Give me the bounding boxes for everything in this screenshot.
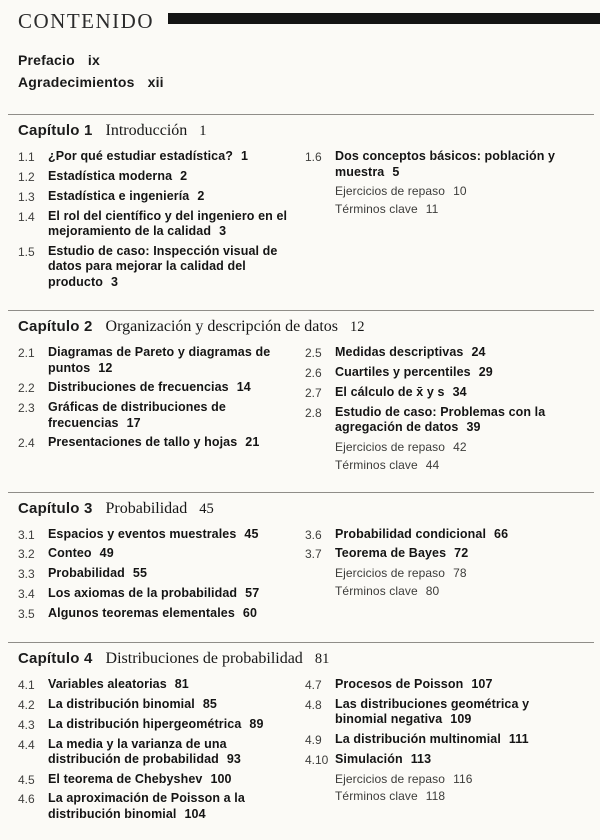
entry-page-number: 42 bbox=[453, 439, 467, 454]
toc-column-right bbox=[305, 345, 580, 475]
entry-number: 4.2 bbox=[18, 697, 35, 712]
toc-entry bbox=[305, 458, 580, 473]
entry-number: 1.4 bbox=[18, 209, 35, 224]
toc-entry bbox=[305, 772, 580, 787]
entry-page-number: 3 bbox=[219, 224, 227, 239]
toc-column-left bbox=[18, 345, 293, 475]
entry-text bbox=[48, 149, 248, 165]
entry-page-number: 113 bbox=[410, 751, 432, 766]
entry-text bbox=[48, 400, 293, 431]
toc-entry bbox=[18, 400, 293, 431]
entry-page-number: 100 bbox=[210, 771, 232, 786]
entry-number: 3.5 bbox=[18, 607, 35, 621]
entry-text bbox=[48, 586, 259, 602]
front-matter-item bbox=[18, 52, 580, 68]
toc-entry bbox=[305, 345, 580, 361]
entry-number: 2.5 bbox=[305, 346, 322, 361]
entry-text bbox=[48, 380, 251, 396]
entry-label: Distribuciones de frecuencias bbox=[48, 380, 229, 395]
entry-page-number: 11 bbox=[425, 201, 439, 216]
entry-page-number: 14 bbox=[236, 380, 251, 395]
entry-label: Teorema de Bayes bbox=[335, 546, 447, 561]
entry-page-number: 21 bbox=[245, 435, 260, 449]
entry-number bbox=[305, 789, 335, 804]
chapter-number: Capítulo 1 bbox=[18, 122, 93, 139]
entry-label: Cuartiles y percentiles bbox=[335, 365, 471, 379]
toc-entry bbox=[305, 527, 580, 543]
entry-text bbox=[48, 606, 257, 622]
entry-number: 4.6 bbox=[18, 792, 35, 807]
masthead bbox=[18, 10, 580, 32]
toc-entry bbox=[18, 566, 293, 582]
entry-page-number: 107 bbox=[471, 676, 493, 691]
entry-text bbox=[48, 345, 293, 376]
entry-text bbox=[335, 202, 438, 217]
entry-text bbox=[335, 440, 467, 455]
entry-label: La aproximación de Poisson a la distribución binomial bbox=[48, 791, 245, 821]
front-matter-label: Prefacio bbox=[18, 52, 75, 68]
entry-number: 3.3 bbox=[18, 567, 35, 582]
chapter-number: Capítulo 2 bbox=[18, 318, 93, 336]
entry-text bbox=[335, 345, 486, 361]
entry-page-number: 12 bbox=[98, 360, 113, 375]
entry-number: 3.2 bbox=[18, 547, 35, 562]
entry-label: Estudio de caso: Problemas con la agregación de datos bbox=[335, 404, 546, 435]
chapter-title: Organización y descripción de datos bbox=[105, 318, 339, 336]
toc-entry bbox=[305, 405, 580, 436]
entry-label: Términos clave bbox=[335, 457, 418, 472]
entry-label: Presentaciones de tallo y hojas bbox=[48, 435, 238, 449]
entry-label: Las distribuciones geométrica y binomial negativa bbox=[335, 696, 530, 727]
entry-number: 3.4 bbox=[18, 587, 35, 602]
chapter-divider bbox=[8, 492, 594, 493]
entry-page-number: 78 bbox=[453, 566, 467, 581]
entry-label: Términos clave bbox=[335, 584, 418, 599]
entry-number: 4.3 bbox=[18, 717, 35, 732]
toc-column-right bbox=[305, 527, 580, 626]
toc-entry bbox=[18, 189, 293, 205]
entry-page-number: 34 bbox=[452, 384, 467, 399]
entry-page-number: 45 bbox=[244, 526, 259, 541]
entry-label: Términos clave bbox=[335, 201, 418, 216]
entry-text bbox=[48, 435, 259, 451]
toc-entry bbox=[18, 791, 293, 822]
entry-page-number: 39 bbox=[466, 420, 481, 435]
entry-text bbox=[48, 244, 293, 291]
entry-number: 2.4 bbox=[18, 436, 35, 450]
entry-label: Estudio de caso: Inspección visual de datos para mejorar la calidad del producto bbox=[48, 243, 278, 289]
entry-label: Conteo bbox=[48, 546, 92, 561]
entry-text bbox=[335, 385, 467, 401]
entry-text bbox=[335, 184, 467, 199]
toc-column-left bbox=[18, 677, 293, 827]
entry-page-number: 2 bbox=[197, 188, 205, 203]
entry-number: 2.2 bbox=[18, 381, 35, 396]
entry-page-number: 5 bbox=[392, 164, 400, 179]
toc-entry bbox=[305, 732, 580, 748]
chapter-title: Introducción bbox=[105, 122, 188, 139]
toc-entry bbox=[305, 584, 580, 599]
entry-number: 3.7 bbox=[305, 547, 322, 562]
entry-label: Variables aleatorias bbox=[48, 676, 167, 691]
chapter-divider bbox=[8, 310, 594, 311]
front-matter-label: Agradecimientos bbox=[18, 74, 135, 90]
entry-page-number: 80 bbox=[425, 584, 440, 599]
entry-label: Ejercicios de repaso bbox=[335, 771, 446, 786]
toc-entry bbox=[18, 435, 293, 451]
entry-label: Términos clave bbox=[335, 789, 418, 804]
entry-label: Estadística e ingeniería bbox=[48, 188, 190, 203]
toc-entry bbox=[305, 546, 580, 562]
entry-text bbox=[48, 697, 217, 713]
entry-label: Simulación bbox=[335, 751, 403, 766]
entry-text bbox=[335, 697, 580, 728]
entry-text bbox=[335, 365, 493, 381]
entry-page-number: 118 bbox=[425, 789, 446, 804]
toc-entry bbox=[305, 752, 580, 768]
toc-entry bbox=[305, 184, 580, 199]
entry-page-number: 93 bbox=[226, 752, 241, 766]
chapter-section bbox=[18, 310, 580, 475]
entry-page-number: 104 bbox=[184, 806, 206, 821]
toc-entry bbox=[18, 697, 293, 713]
chapter-heading bbox=[18, 500, 580, 518]
entry-number: 3.1 bbox=[18, 527, 35, 542]
entry-page-number: 3 bbox=[110, 274, 119, 289]
entry-text bbox=[48, 772, 232, 788]
entry-label: Probabilidad bbox=[48, 566, 125, 581]
entry-text bbox=[48, 717, 264, 733]
toc-entry bbox=[305, 566, 580, 581]
entry-page-number: 57 bbox=[245, 586, 260, 601]
entry-number: 1.2 bbox=[18, 169, 35, 184]
entry-page-number: 49 bbox=[99, 546, 114, 561]
entry-page-number: 1 bbox=[241, 149, 249, 163]
entry-text bbox=[48, 737, 293, 768]
entry-number bbox=[305, 566, 335, 581]
chapter-number: Capítulo 3 bbox=[18, 499, 93, 517]
entry-page-number: 85 bbox=[202, 696, 217, 711]
entry-label: ¿Por qué estudiar estadística? bbox=[48, 149, 233, 163]
toc-entry bbox=[305, 202, 580, 217]
toc-entry bbox=[18, 149, 293, 165]
entry-text bbox=[335, 566, 467, 581]
entry-page-number: 10 bbox=[453, 184, 467, 198]
toc-entry bbox=[305, 677, 580, 693]
chapter-heading bbox=[18, 650, 580, 668]
front-matter bbox=[18, 52, 580, 90]
entry-page-number: 17 bbox=[126, 415, 141, 430]
title-rule-bar bbox=[168, 13, 600, 24]
toc-entry bbox=[18, 677, 293, 693]
entry-number: 1.1 bbox=[18, 150, 35, 164]
front-matter-item bbox=[18, 74, 580, 90]
toc-entry bbox=[18, 717, 293, 733]
entry-label: Probabilidad condicional bbox=[335, 526, 487, 541]
entry-number bbox=[305, 184, 335, 199]
entry-label: El cálculo de x̄ y s bbox=[335, 384, 445, 399]
entry-number: 4.4 bbox=[18, 737, 35, 752]
toc-entry bbox=[18, 244, 293, 291]
toc-entry bbox=[305, 365, 580, 381]
entry-page-number: 81 bbox=[174, 676, 189, 691]
entry-page-number: 111 bbox=[508, 731, 529, 746]
entry-text bbox=[48, 546, 114, 562]
chapter-heading bbox=[18, 318, 580, 336]
chapter-section bbox=[18, 492, 580, 626]
entry-number: 2.7 bbox=[305, 385, 322, 400]
entry-number: 4.1 bbox=[18, 677, 35, 692]
entry-label: Dos conceptos básicos: población y muestra bbox=[335, 149, 556, 179]
entry-text bbox=[335, 458, 439, 473]
entry-text bbox=[48, 169, 187, 185]
entry-page-number: 44 bbox=[425, 457, 440, 472]
toc-entry bbox=[305, 789, 580, 804]
entry-text bbox=[335, 149, 580, 180]
entry-label: Estadística moderna bbox=[48, 168, 173, 183]
entry-text bbox=[335, 732, 529, 748]
chapter-number: Capítulo 4 bbox=[18, 649, 93, 667]
entry-label: Algunos teoremas elementales bbox=[48, 606, 235, 620]
chapter-columns bbox=[18, 345, 580, 475]
entry-label: La distribución multinomial bbox=[335, 731, 501, 746]
entry-text bbox=[335, 527, 508, 543]
chapter-page-number: 81 bbox=[314, 650, 330, 667]
entry-text bbox=[48, 527, 259, 543]
entry-label: Gráficas de distribuciones de frecuencias bbox=[48, 400, 226, 430]
entry-label: Ejercicios de repaso bbox=[335, 439, 446, 454]
chapter-columns bbox=[18, 149, 580, 294]
entry-text bbox=[48, 791, 293, 822]
entry-label: Procesos de Poisson bbox=[335, 676, 464, 691]
entry-page-number: 72 bbox=[454, 546, 469, 561]
chapters bbox=[18, 114, 580, 826]
entry-number: 4.5 bbox=[18, 772, 35, 787]
chapter-page-number: 45 bbox=[199, 500, 214, 517]
toc-entry bbox=[18, 380, 293, 396]
entry-number: 4.9 bbox=[305, 732, 322, 747]
toc-entry bbox=[18, 169, 293, 185]
toc-entry bbox=[305, 440, 580, 455]
entry-number: 2.8 bbox=[305, 405, 322, 420]
entry-page-number: 109 bbox=[450, 712, 472, 727]
page-title: CONTENIDO bbox=[18, 9, 154, 33]
toc-entry bbox=[18, 772, 293, 788]
entry-label: Ejercicios de repaso bbox=[335, 566, 446, 581]
entry-number: 4.10 bbox=[305, 752, 329, 767]
toc-entry bbox=[18, 527, 293, 543]
chapter-title: Distribuciones de probabilidad bbox=[105, 649, 303, 667]
entry-number: 4.8 bbox=[305, 697, 322, 712]
entry-page-number: 116 bbox=[453, 771, 473, 786]
entry-label: El rol del científico y del ingeniero en el mejoramiento de la calidad bbox=[48, 208, 288, 239]
entry-text bbox=[48, 566, 147, 582]
entry-text bbox=[48, 209, 293, 240]
chapter-divider bbox=[8, 642, 594, 643]
toc-entry bbox=[18, 345, 293, 376]
entry-label: Ejercicios de repaso bbox=[335, 184, 446, 198]
entry-text bbox=[48, 189, 204, 205]
toc-column-right bbox=[305, 149, 580, 294]
toc-entry bbox=[18, 606, 293, 622]
entry-text bbox=[335, 405, 580, 436]
front-matter-page: ix bbox=[87, 52, 100, 68]
entry-text bbox=[335, 677, 493, 693]
chapter-columns bbox=[18, 527, 580, 626]
entry-page-number: 24 bbox=[471, 345, 486, 360]
entry-label: El teorema de Chebyshev bbox=[48, 771, 203, 786]
entry-label: Espacios y eventos muestrales bbox=[48, 526, 237, 541]
chapter-columns bbox=[18, 677, 580, 827]
toc-column-left bbox=[18, 527, 293, 626]
toc-entry bbox=[305, 149, 580, 180]
entry-text bbox=[335, 546, 468, 562]
entry-page-number: 29 bbox=[478, 365, 493, 379]
front-matter-page: xii bbox=[147, 74, 164, 90]
entry-number: 2.3 bbox=[18, 401, 35, 415]
entry-label: La distribución hipergeométrica bbox=[48, 716, 242, 731]
entry-label: Diagramas de Pareto y diagramas de puntos bbox=[48, 345, 271, 375]
toc-entry bbox=[18, 209, 293, 240]
toc-entry bbox=[18, 586, 293, 602]
toc-entry bbox=[305, 697, 580, 728]
entry-number: 2.1 bbox=[18, 346, 35, 361]
entry-number: 4.7 bbox=[305, 677, 322, 692]
entry-text bbox=[335, 752, 431, 768]
chapter-section bbox=[18, 114, 580, 294]
entry-page-number: 60 bbox=[242, 606, 258, 620]
entry-page-number: 89 bbox=[249, 716, 264, 731]
entry-page-number: 55 bbox=[132, 566, 148, 581]
chapter-heading bbox=[18, 122, 580, 140]
entry-page-number: 66 bbox=[494, 526, 509, 541]
chapter-divider bbox=[8, 114, 594, 115]
entry-number bbox=[305, 772, 335, 787]
entry-number: 2.6 bbox=[305, 366, 322, 380]
entry-text bbox=[335, 772, 473, 787]
chapter-page-number: 1 bbox=[199, 123, 207, 139]
entry-number bbox=[305, 584, 335, 599]
toc-entry bbox=[18, 546, 293, 562]
entry-label: Los axiomas de la probabilidad bbox=[48, 586, 238, 601]
entry-label: La media y la varianza de una distribución de probabilidad bbox=[48, 736, 227, 766]
entry-number bbox=[305, 458, 335, 473]
entry-number bbox=[305, 440, 335, 455]
entry-number: 1.5 bbox=[18, 244, 35, 259]
entry-label: Medidas descriptivas bbox=[335, 345, 464, 360]
chapter-section bbox=[18, 642, 580, 827]
entry-page-number: 2 bbox=[180, 168, 188, 183]
chapter-title: Probabilidad bbox=[105, 499, 188, 517]
toc-entry bbox=[305, 385, 580, 401]
toc-entry bbox=[18, 737, 293, 768]
chapter-page-number: 12 bbox=[350, 319, 365, 336]
entry-label: La distribución binomial bbox=[48, 696, 195, 711]
entry-number bbox=[305, 202, 335, 217]
toc-column-left bbox=[18, 149, 293, 294]
entry-number: 3.6 bbox=[305, 527, 322, 542]
entry-text bbox=[335, 789, 445, 804]
entry-number: 1.3 bbox=[18, 189, 35, 204]
entry-text bbox=[335, 584, 439, 599]
entry-number: 1.6 bbox=[305, 150, 322, 164]
entry-text bbox=[48, 677, 189, 693]
toc-column-right bbox=[305, 677, 580, 827]
